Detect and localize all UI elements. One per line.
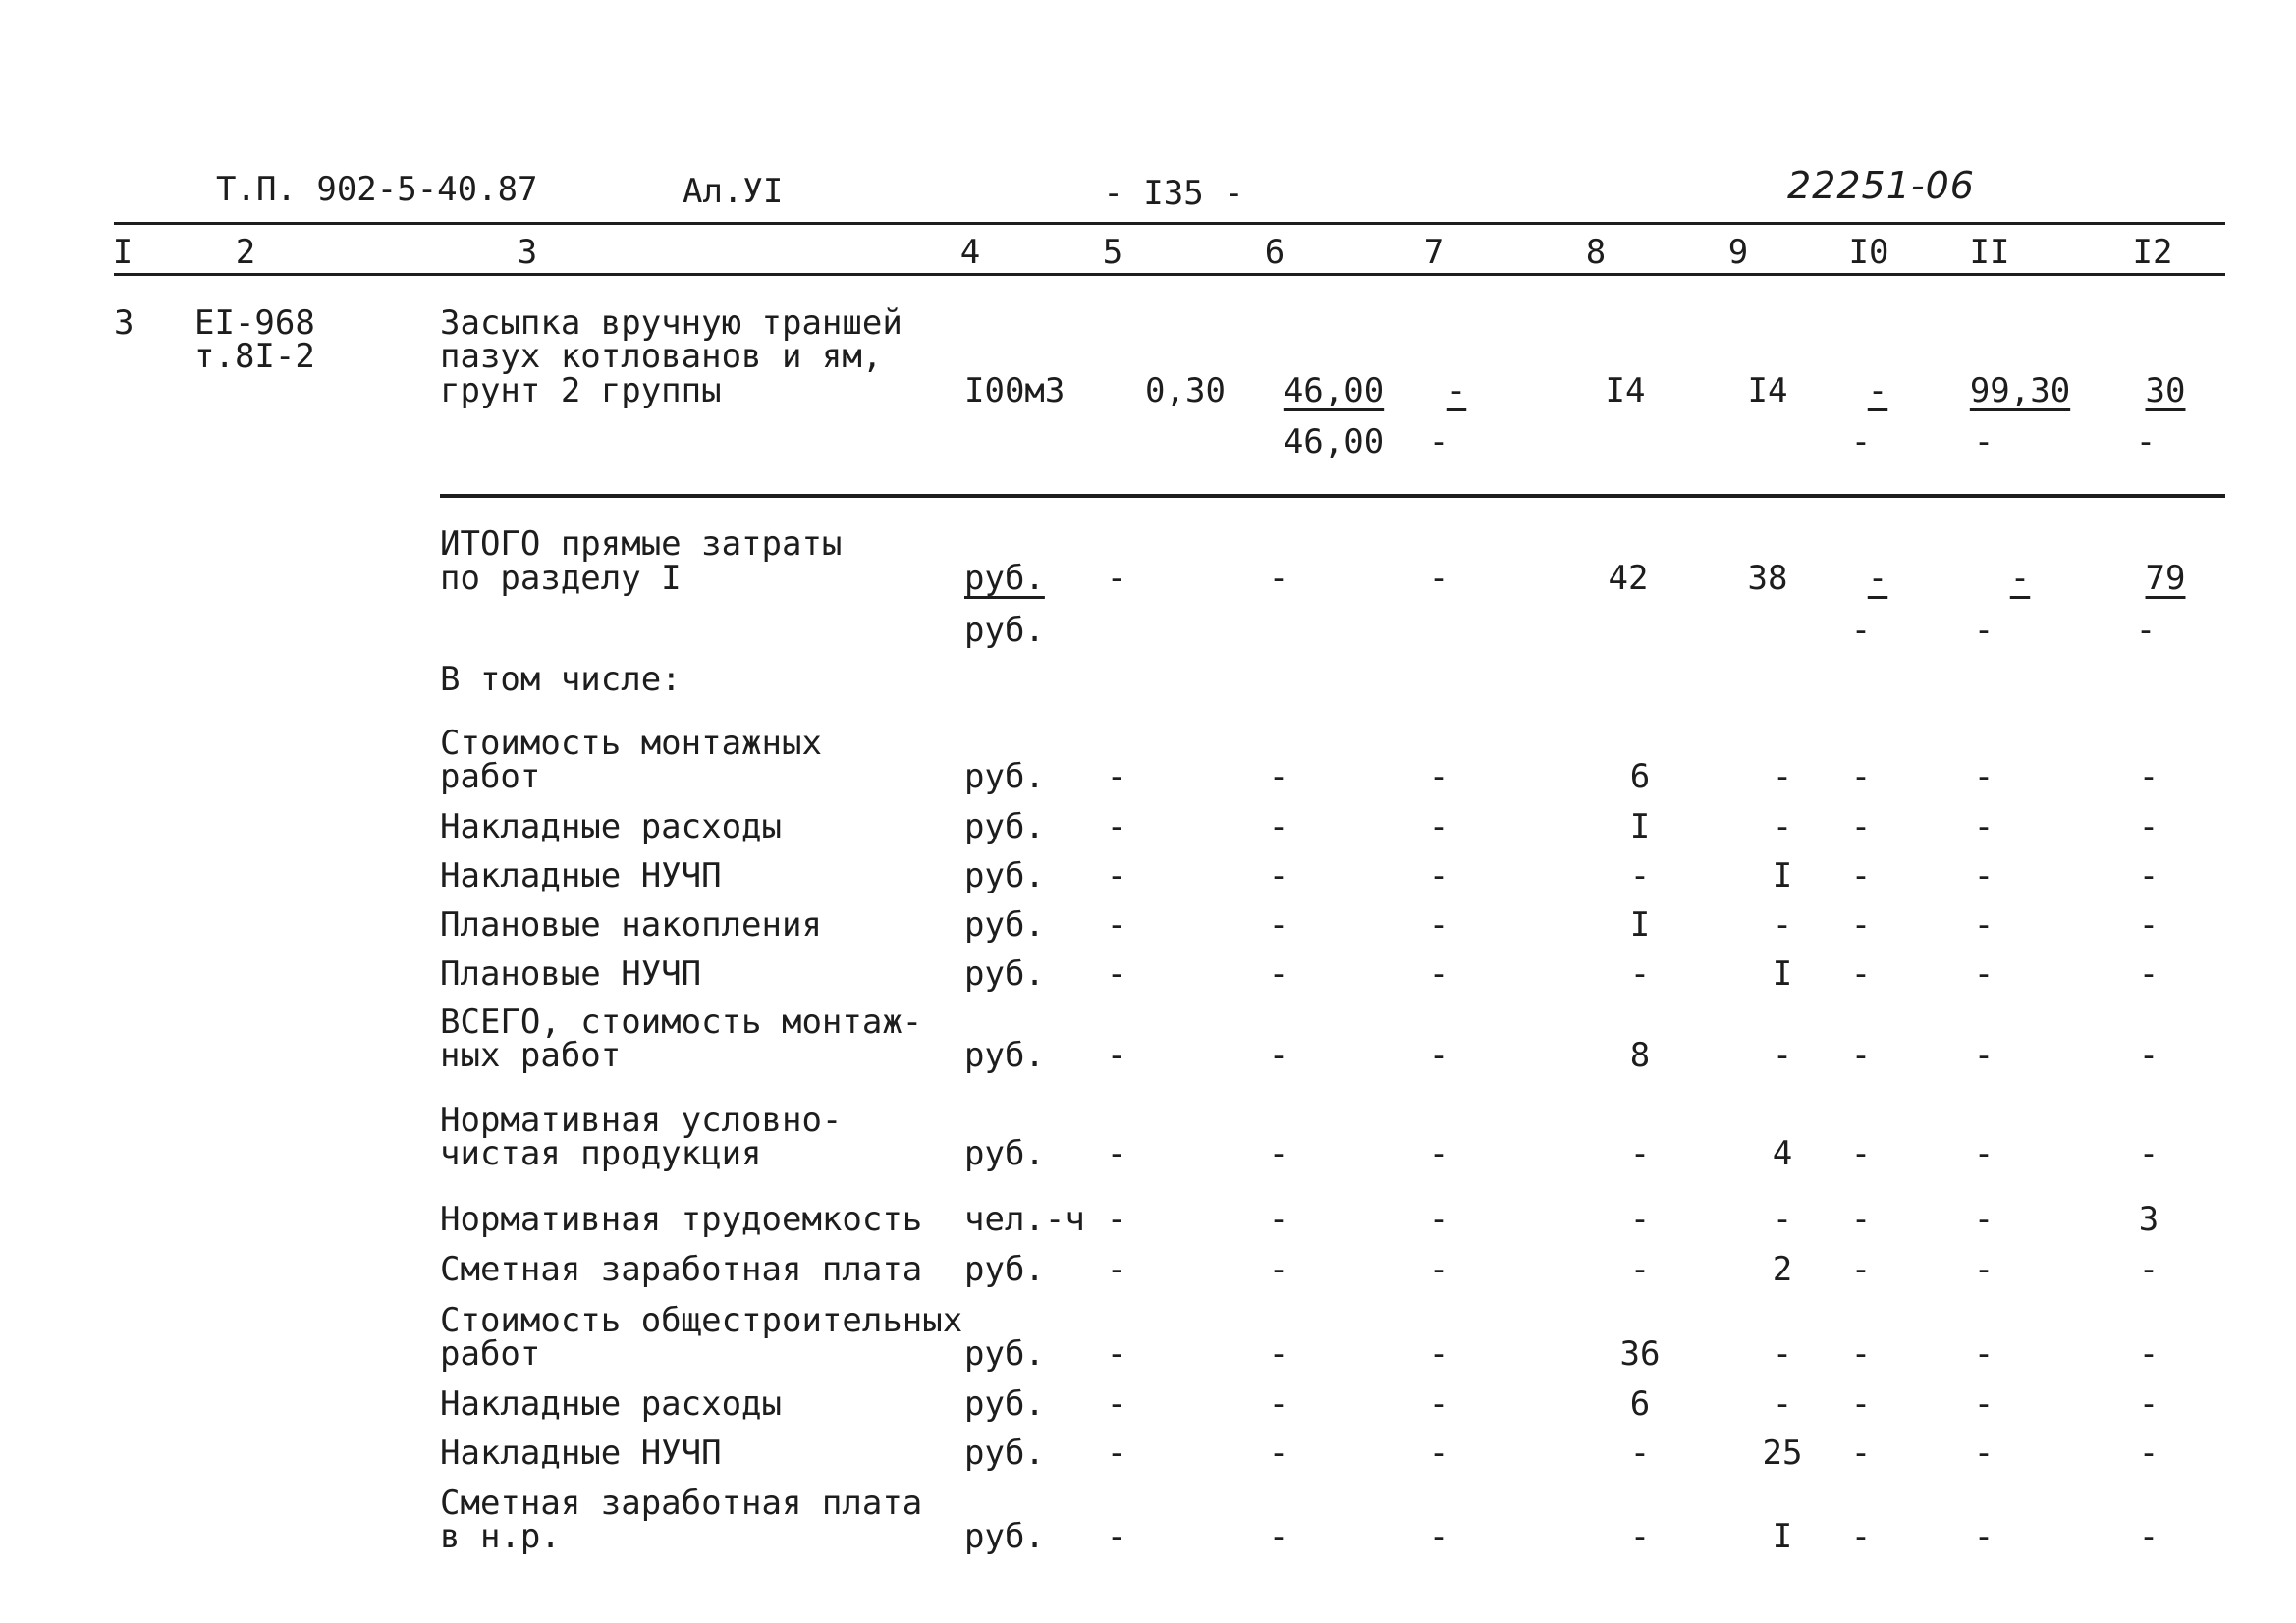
item-description: пазух котлованов и ям, [440, 337, 883, 376]
row-col8: 8 [1629, 1036, 1651, 1075]
table-top-rule [114, 222, 2225, 225]
column-header-rule [114, 273, 2225, 276]
total-col12-bottom: - [2135, 611, 2157, 650]
row-col5: - [1106, 856, 1127, 895]
row-col7: - [1428, 757, 1449, 796]
row-unit: руб. [964, 1334, 1045, 1374]
row-col7: - [1428, 1036, 1449, 1075]
item-col12-top: 30 [2145, 371, 2186, 410]
row-col6: - [1268, 1200, 1289, 1239]
column-header: 8 [1585, 233, 1607, 272]
row-col5: - [1106, 807, 1127, 846]
row-col8: 36 [1619, 1334, 1661, 1374]
total-col9: 38 [1747, 559, 1788, 598]
row-col9: - [1772, 1036, 1793, 1075]
column-header: 6 [1264, 233, 1285, 272]
row-col11: - [1973, 1517, 1995, 1556]
column-header: 5 [1102, 233, 1123, 272]
row-col6: - [1268, 1036, 1289, 1075]
row-col5: - [1106, 1036, 1127, 1075]
row-col10: - [1850, 1036, 1872, 1075]
page-number: - I35 - [1103, 174, 1244, 213]
column-header: II [1969, 233, 2010, 272]
row-label: Сметная заработная плата [440, 1250, 923, 1289]
row-col8: - [1629, 1434, 1651, 1473]
item-description: грунт 2 группы [440, 371, 722, 410]
total-unit: руб. [964, 611, 1045, 650]
row-col6: - [1268, 954, 1289, 994]
row-col7: - [1428, 1517, 1449, 1556]
item-col11-top: 99,30 [1969, 371, 2071, 410]
row-col5: - [1106, 1250, 1127, 1289]
row-col9: - [1772, 1200, 1793, 1239]
row-unit: руб. [964, 757, 1045, 796]
row-col12: - [2138, 905, 2159, 945]
row-label: в н.р. [440, 1517, 561, 1556]
row-unit: руб. [964, 1134, 1045, 1173]
row-label: Плановые НУЧП [440, 954, 702, 994]
item-col10-bottom: - [1850, 422, 1872, 461]
row-col9: 2 [1772, 1250, 1793, 1289]
row-col7: - [1428, 1250, 1449, 1289]
row-label: Накладные НУЧП [440, 856, 722, 895]
row-col9: 25 [1762, 1434, 1803, 1473]
item-col8: I4 [1605, 371, 1646, 410]
row-col6: - [1268, 1134, 1289, 1173]
total-col6: - [1268, 559, 1289, 598]
row-unit: руб. [964, 856, 1045, 895]
reference-number: 22251-06 [1787, 164, 1975, 207]
row-col11: - [1973, 1134, 1995, 1173]
row-col5: - [1106, 757, 1127, 796]
row-col11: - [1973, 1200, 1995, 1239]
row-col5: - [1106, 905, 1127, 945]
row-col11: - [1973, 1384, 1995, 1424]
row-col10: - [1850, 856, 1872, 895]
row-label: Нормативная трудоемкость [440, 1200, 923, 1239]
row-col6: - [1268, 807, 1289, 846]
row-unit: руб. [964, 1517, 1045, 1556]
row-label: чистая продукция [440, 1134, 762, 1173]
row-col12: - [2138, 1334, 2159, 1374]
row-col8: I [1629, 905, 1651, 945]
column-header: 2 [235, 233, 256, 272]
row-unit: руб. [964, 954, 1045, 994]
row-col11: - [1973, 1434, 1995, 1473]
row-col6: - [1268, 757, 1289, 796]
row-label: Стоимость общестроительных [440, 1301, 963, 1340]
row-col11: - [1973, 1334, 1995, 1374]
row-col6: - [1268, 856, 1289, 895]
column-header: 3 [517, 233, 538, 272]
row-col9: I [1772, 856, 1793, 895]
row-col9: - [1772, 1334, 1793, 1374]
item-col12-bottom: - [2135, 422, 2157, 461]
row-label: Накладные расходы [440, 807, 782, 846]
row-col12: - [2138, 1134, 2159, 1173]
row-col9: 4 [1772, 1134, 1793, 1173]
album-label: Ал.УI [683, 172, 784, 211]
row-col10: - [1850, 954, 1872, 994]
total-col7: - [1428, 559, 1449, 598]
row-col12: - [2138, 757, 2159, 796]
row-col7: - [1428, 905, 1449, 945]
row-col8: - [1629, 1250, 1651, 1289]
row-col12: - [2138, 1384, 2159, 1424]
row-col5: - [1106, 1384, 1127, 1424]
row-col10: - [1850, 1200, 1872, 1239]
row-label: Накладные расходы [440, 1384, 782, 1424]
total-col11-bottom: - [1973, 611, 1995, 650]
row-label: Плановые накопления [440, 905, 822, 945]
row-col11: - [1973, 807, 1995, 846]
row-col7: - [1428, 1334, 1449, 1374]
row-col7: - [1428, 1434, 1449, 1473]
total-col12-top: 79 [2145, 559, 2186, 598]
row-col6: - [1268, 905, 1289, 945]
row-col5: - [1106, 1434, 1127, 1473]
item-code-table: т.8I-2 [194, 337, 315, 376]
item-col10-top: - [1867, 371, 1888, 410]
doc-code: Т.П. 902-5-40.87 [216, 170, 538, 209]
item-unit: I00м3 [964, 371, 1066, 410]
row-col6: - [1268, 1250, 1289, 1289]
row-col6: - [1268, 1517, 1289, 1556]
row-col9: - [1772, 905, 1793, 945]
row-col11: - [1973, 1036, 1995, 1075]
column-header: I [112, 233, 134, 272]
row-col10: - [1850, 905, 1872, 945]
row-col10: - [1850, 1250, 1872, 1289]
row-col12: - [2138, 856, 2159, 895]
row-unit: руб. [964, 1434, 1045, 1473]
column-header: 7 [1423, 233, 1445, 272]
row-col6: - [1268, 1434, 1289, 1473]
row-col8: - [1629, 856, 1651, 895]
row-col5: - [1106, 1134, 1127, 1173]
row-label: Нормативная условно- [440, 1101, 843, 1140]
row-col10: - [1850, 1134, 1872, 1173]
including-label: В том числе: [440, 660, 682, 699]
row-unit: руб. [964, 807, 1045, 846]
row-col12: 3 [2138, 1200, 2159, 1239]
row-col11: - [1973, 757, 1995, 796]
item-col6-bottom: 46,00 [1283, 422, 1385, 461]
row-label: ВСЕГО, стоимость монтаж- [440, 1002, 923, 1042]
row-col12: - [2138, 1517, 2159, 1556]
row-label: Стоимость монтажных [440, 724, 822, 763]
row-col7: - [1428, 1200, 1449, 1239]
row-col10: - [1850, 1384, 1872, 1424]
item-col11-bottom: - [1973, 422, 1995, 461]
row-col12: - [2138, 1036, 2159, 1075]
row-unit: руб. [964, 1384, 1045, 1424]
row-col10: - [1850, 1434, 1872, 1473]
column-header: 9 [1727, 233, 1749, 272]
row-col7: - [1428, 954, 1449, 994]
total-col10-bottom: - [1850, 611, 1872, 650]
row-col10: - [1850, 1517, 1872, 1556]
row-col8: - [1629, 1200, 1651, 1239]
row-col9: - [1772, 757, 1793, 796]
row-col6: - [1268, 1384, 1289, 1424]
total-col5: - [1106, 559, 1127, 598]
row-col8: 6 [1629, 757, 1651, 796]
column-header: I0 [1848, 233, 1889, 272]
row-col9: - [1772, 1384, 1793, 1424]
row-label: ных работ [440, 1036, 622, 1075]
row-col7: - [1428, 1134, 1449, 1173]
row-col8: - [1629, 1517, 1651, 1556]
row-col7: - [1428, 856, 1449, 895]
row-col9: - [1772, 807, 1793, 846]
row-unit: руб. [964, 905, 1045, 945]
row-col12: - [2138, 807, 2159, 846]
row-label: работ [440, 1334, 541, 1374]
column-header: 4 [959, 233, 981, 272]
row-col12: - [2138, 954, 2159, 994]
row-col9: I [1772, 954, 1793, 994]
row-col7: - [1428, 1384, 1449, 1424]
item-col7-top: - [1446, 371, 1467, 410]
row-label: Накладные НУЧП [440, 1434, 722, 1473]
row-col12: - [2138, 1434, 2159, 1473]
row-col10: - [1850, 807, 1872, 846]
row-label: работ [440, 757, 541, 796]
total-col10-top: - [1867, 559, 1888, 598]
row-unit: руб. [964, 1250, 1045, 1289]
item-quantity: 0,30 [1145, 371, 1226, 410]
row-col11: - [1973, 1250, 1995, 1289]
item-code: EI-968 [194, 303, 315, 343]
item-col9: I4 [1747, 371, 1788, 410]
row-col5: - [1106, 1200, 1127, 1239]
row-unit: руб. [964, 1036, 1045, 1075]
total-label: по разделу I [440, 559, 682, 598]
row-col5: - [1106, 1334, 1127, 1374]
total-col11-top: - [2009, 559, 2031, 598]
row-col11: - [1973, 856, 1995, 895]
row-unit: чел.-ч [964, 1200, 1085, 1239]
item-description: Засыпка вручную траншей [440, 303, 902, 343]
row-col8: 6 [1629, 1384, 1651, 1424]
row-col5: - [1106, 954, 1127, 994]
total-unit: руб. [964, 559, 1045, 598]
row-col11: - [1973, 905, 1995, 945]
item-number: 3 [114, 303, 135, 343]
row-label: Сметная заработная плата [440, 1484, 923, 1523]
row-col6: - [1268, 1334, 1289, 1374]
row-col12: - [2138, 1250, 2159, 1289]
total-col8: 42 [1608, 559, 1649, 598]
row-col8: - [1629, 954, 1651, 994]
item-col7-bottom: - [1428, 422, 1449, 461]
row-col8: I [1629, 807, 1651, 846]
row-col8: - [1629, 1134, 1651, 1173]
row-col5: - [1106, 1517, 1127, 1556]
row-col10: - [1850, 1334, 1872, 1374]
row-col10: - [1850, 757, 1872, 796]
total-label: ИТОГО прямые затраты [440, 524, 843, 564]
column-header: I2 [2132, 233, 2173, 272]
item-col6-top: 46,00 [1283, 371, 1385, 410]
row-col7: - [1428, 807, 1449, 846]
row-col11: - [1973, 954, 1995, 994]
row-col9: I [1772, 1517, 1793, 1556]
section-rule [440, 494, 2225, 498]
